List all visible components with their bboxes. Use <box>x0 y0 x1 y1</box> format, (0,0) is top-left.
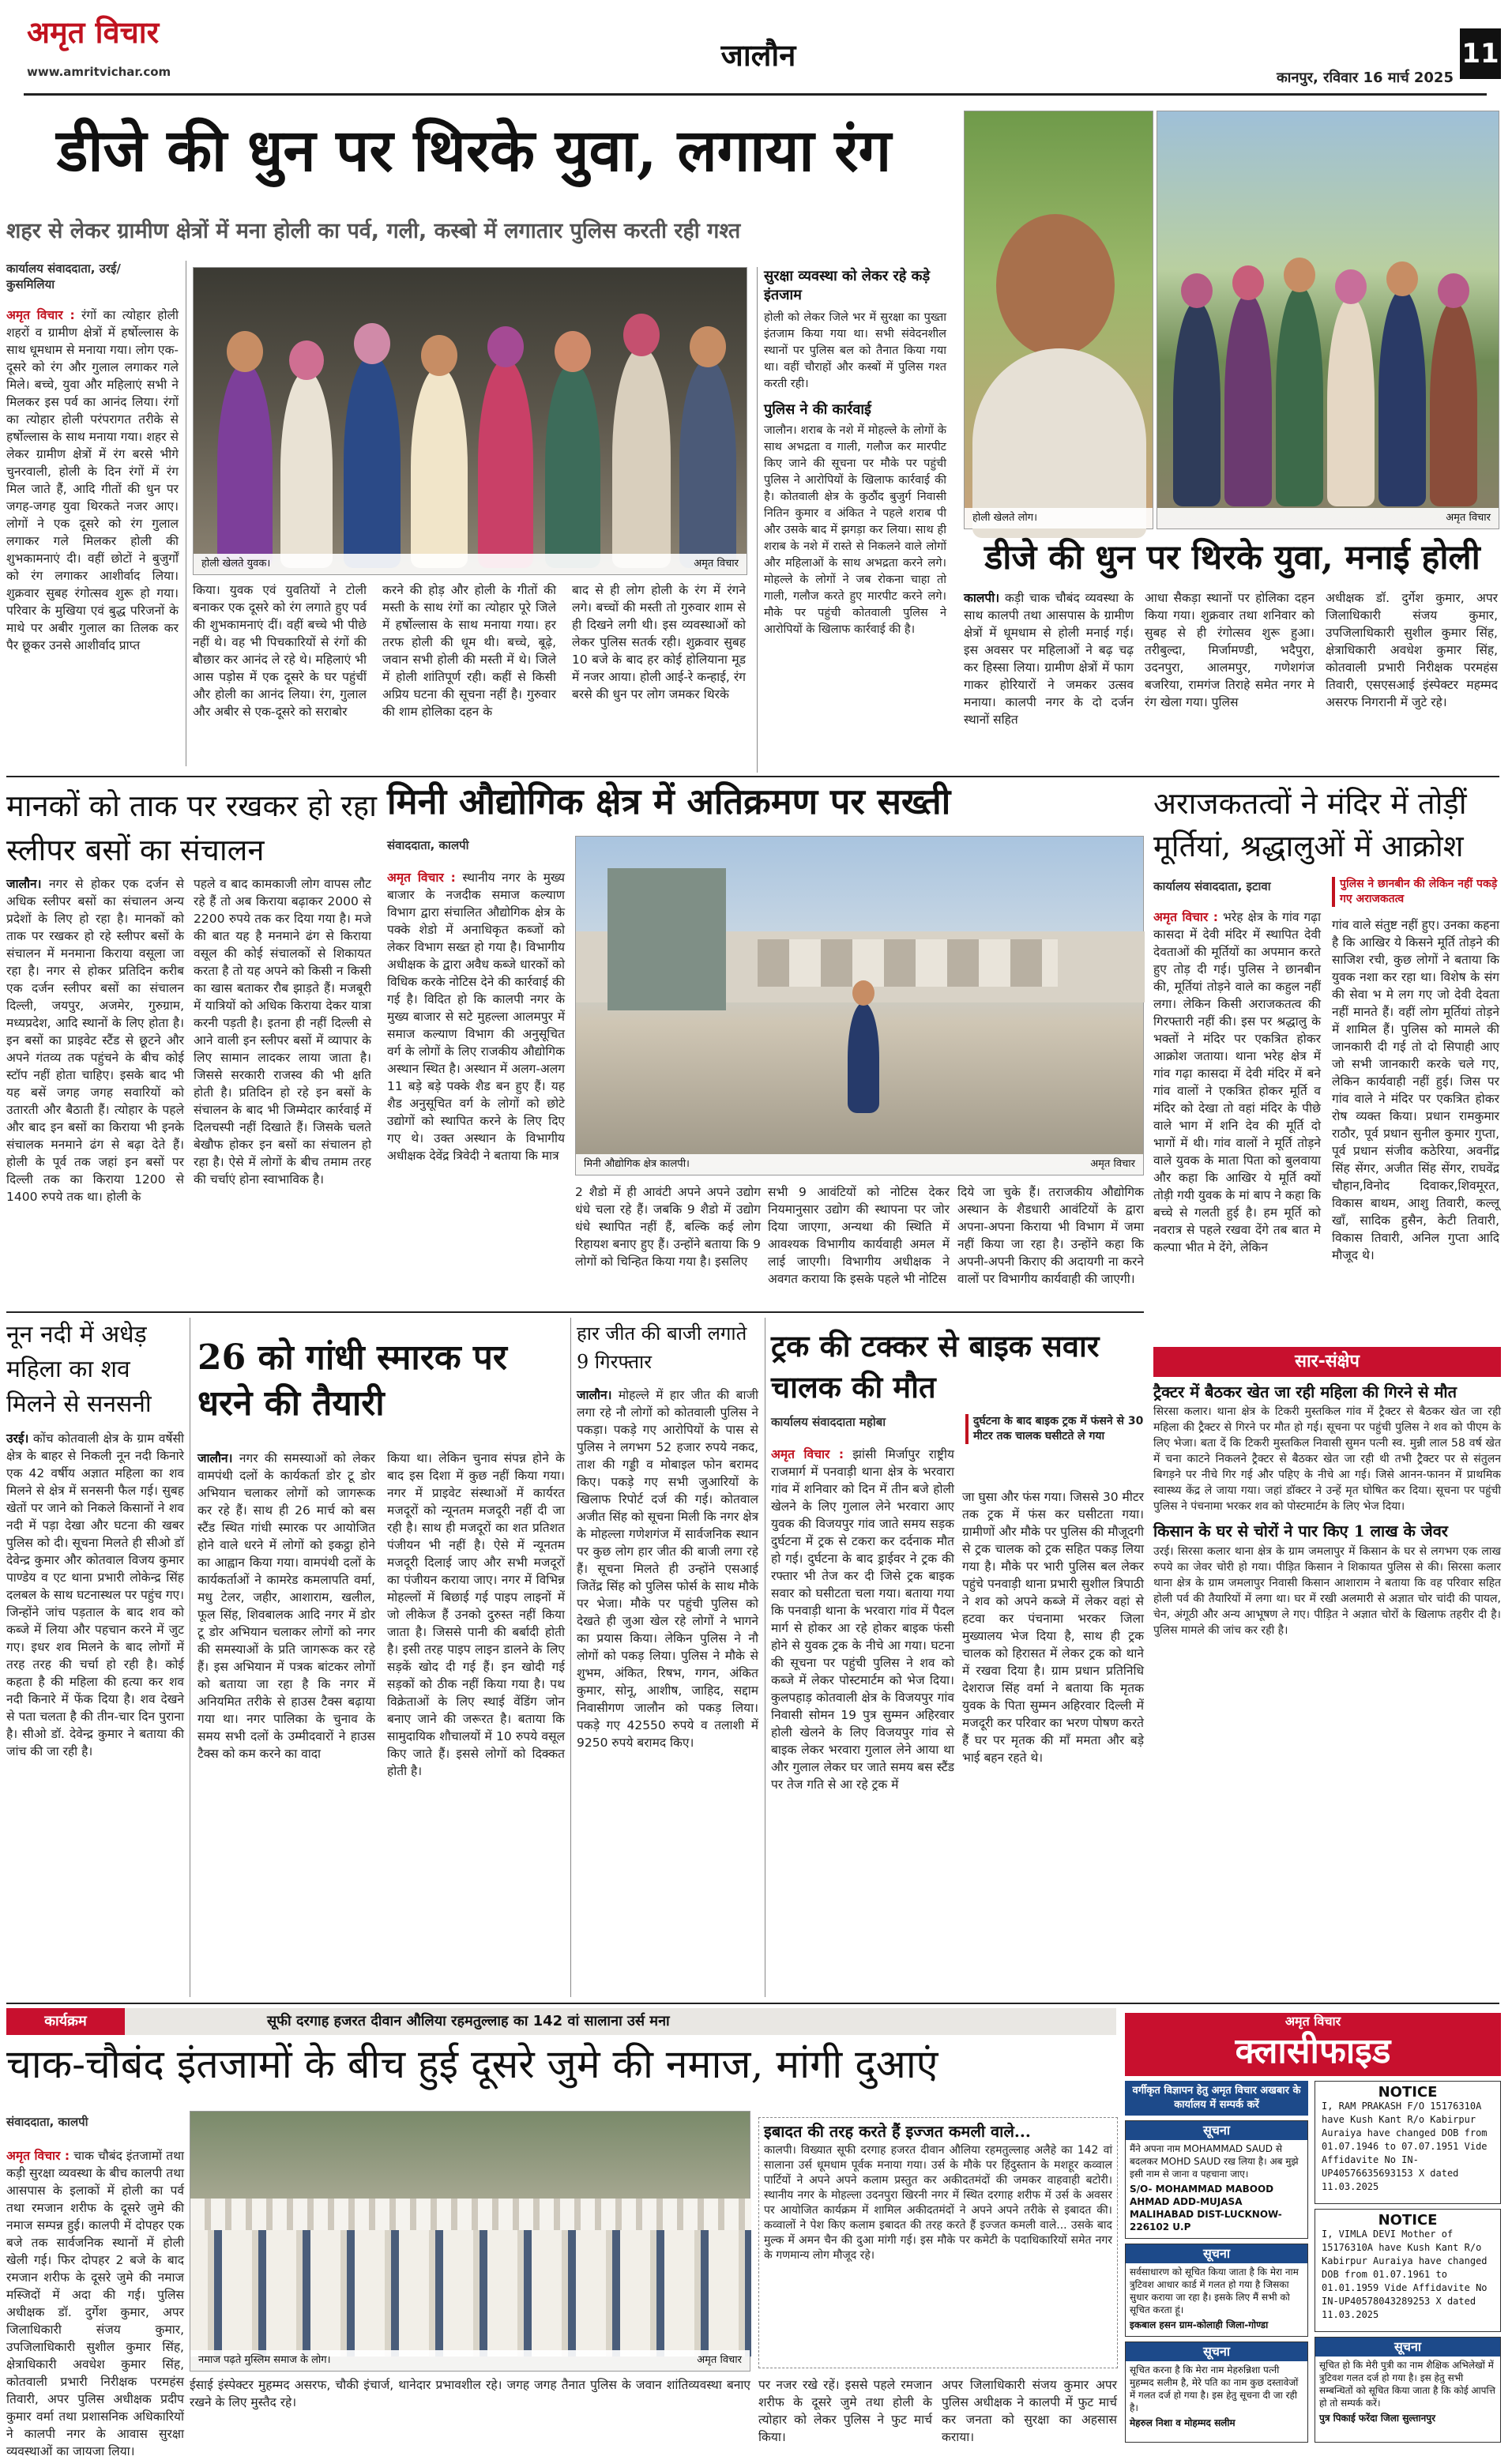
headline-namaz: चाक-चौबंद इंतजामों के बीच हुई दूसरे जुमे की नमाज, मांगी दुआएं <box>6 2041 938 2087</box>
story9-col1-text: झांसी मिर्जापुर राष्ट्रीय राजमार्ग में पनवाड़ी थाना क्षेत्र के भरवारा गांव में शनिवार को दिन में तीन बजे होली खेलने के लिए गुलाल लेने भरवारा आए युवक की विजयपुर गांव जाते समय सड़क दुर्घटना में ट्रक से टकरा कर दर्दनाक मौत हो गई। दुर्घटना के बाद ड्राईवर ने ट्रक की रफ्तार भी तेज कर दी जिसे ट्रक बाइक सवार को घसीटता चला गया। बताया गया कि पनवाड़ी थाना के भरवारा गांव में पैदल मार्ग से होकर आ रहे होकर बाइक फंसी होने से युवक ट्रक के नीचे आ गया। घटना की सूचना पर पहुंची पुलिस ने शव को कब्जे में लेकर पोस्टमार्टम को भेज दिया। कुलपहाड़ कोतवाली क्षेत्र के विजयपुर गांव निवासी सोमन 19 पुत्र सुम्मन अहिरवार होली खेलने के लिए विजयपुर गांव से बाइक लेकर भरवारा गुलाल लेने आया था और गुलाल लेकर घर जाते समय बस स्टैंड पर तेज गति से आ रहे ट्रक में <box>771 1447 958 1792</box>
story4-col4: दिये जा चुके हैं। तराजकीय औद्योगिक अस्थान के शैडधारी आवंटियों के द्वारा अपना-अपना किराया भी विभाग में जमा नहीं किया जा रहा है। उन्होंने कहा कि अपनी-अपनी किराए की अदायगी ना करने वालों पर विभागीय कार्यवाही की जाएगी। <box>957 1185 1148 1286</box>
classified-notice-4-title: सूचना <box>1315 2338 1500 2357</box>
brand-logo <box>27 14 201 54</box>
event-text: सूफी दरगाह हजरत दीवान औलिया रहमतुल्लाह का 142 वां सालाना उर्स मना <box>267 2013 670 2029</box>
photo-credit: अमृत विचार <box>694 558 739 570</box>
story1-col1 <box>6 307 182 769</box>
section-rule-2 <box>6 1311 1144 1313</box>
group-photo-caption-bar <box>1157 508 1499 528</box>
classifieds-left-col <box>1125 2081 1308 2443</box>
headline-gambling: हार जीत की बाजी लगाते 9 गिरफ्तार <box>577 1322 747 1373</box>
brief-heading-2: किसान के घर से चोरों ने पार किए 1 लाख के जेवर <box>1153 1522 1448 1541</box>
masthead <box>0 0 1512 95</box>
headline-sleeper-bus: मानकों को ताक पर रखकर हो रहा स्लीपर बसों का संचालन <box>6 788 377 867</box>
classified-notice-3-name: मेहरुल निशा व मोहम्मद सलीम <box>1130 2417 1236 2428</box>
classified-notice-2-title: सूचना <box>1126 2244 1307 2263</box>
story4-col3: सभी 9 आवंटियों को नोटिस देकर नियमानुसार उद्योग की स्थापना पर जोर दिया जाएगा, अन्यथा की स्थिति में आवश्यक विभागीय कार्यवाही अमल में लाई जाएगी। विभागीय अधीक्षक ने अवगत कराया कि इसके पहले भी नोटिस <box>768 1185 953 1286</box>
classifieds-right-col <box>1315 2081 1501 2443</box>
story1-lead: अमृत विचार : <box>6 308 75 322</box>
headline-encroachment: मिनी औद्योगिक क्षेत्र में अतिक्रमण पर सख्ती <box>387 781 951 822</box>
english-notice-2-text: I, VIMLA DEVI Mother of 15176310A have Kush Kant R/o Kabirpur Auraiya have changed DOB from 01.07.1961 to 01.01.1959 Vide Affidavite No IN-UP40578043289253 X dated 11.03.2025 <box>1322 2229 1488 2320</box>
section-rule-1 <box>6 776 1499 777</box>
story3-lead: जालौन। <box>6 877 42 891</box>
industrial-caption: मिनी औद्योगिक क्षेत्र कालपी। <box>584 1158 690 1170</box>
story7-col1 <box>197 1450 379 1995</box>
story3-col1-text: नगर से होकर एक दर्जन से अधिक स्लीपर बसों का संचालन अन्य प्रदेशों के लिए हो रहा है। मानकों को ताक पर रखकर हो रहे स्लीपर बसों के संचालन में मनमाना किराया वसूला जा रहा है। नगर से होकर प्रतिदिन करीब एक दर्जन स्लीपर बसों का संचालन दिल्ली, जयपुर, अजमेर, गुरुग्राम, मध्यप्रदेश, आदि स्थानों के लिए होता है। इन बसों का प्राइवेट स्टैंड से छूटने और अपने गंतव्य तक पहुंचने के बीच कोई स्टॉप नहीं होता चाहिए। इसके बाद भी यह बसें जगह जगह सवारियों को उतारती और बैठाती हैं। त्योहार के पहले और बाद इन बसों का किराया भी इनके संचालक मनमाने ढंग से बढ़ा देते हैं। होली के पूर्व तक जहां इन बसों पर दिल्ली तक का किराया 1200 से 1400 रुपये तक था। होली के <box>6 877 188 1204</box>
byline-story10: संवाददाता, कालपी <box>6 2115 88 2129</box>
brief-heading-1: ट्रैक्टर में बैठकर खेत जा रही महिला की गिरने से मौत <box>1153 1382 1457 1401</box>
sidebar-text-police: जालौन। शराब के नशे में मोहल्ले के लोगों के साथ अभद्रता व गाली, गलौज कर मारपीट किए जाने की सूचना पर मौके पर पहुंची पुलिस ने आरोपियों के खिलाफ कार्रवाई की है। कोतवाली क्षेत्र के कुठौंद बुजुर्ग निवासी नितिन कुमार व अंकित ने पहले शराब पी और उसके बाद में झगड़ा कर लिया। साथ ही शराब के नशे में रास्ते से निकलने वाले लोगों और महिलाओं के साथ अभद्रता करने लगे। मोहल्ले के लोगों ने जब रोकना चाहा तो गाली, गलौज करते हुए मारपीट करने लगे। मौके पर पहुंची कोतवाली पुलिस ने आरोपियों के खिलाफ कार्रवाई की है। <box>764 424 950 636</box>
urs-box-title: इबादत की तरह करते हैं इज्जत कमली वाले... <box>764 2122 1031 2141</box>
namaz-caption-bar <box>190 2350 750 2371</box>
headline-holi-dj: डीजे की धुन पर थिरके युवा, लगाया रंग <box>56 117 892 185</box>
brief-title: सार-संक्षेप <box>1295 1352 1360 1371</box>
group-celebration-photo <box>1157 111 1499 529</box>
story4-col1 <box>387 869 569 1303</box>
byline-story4: संवाददाता, कालपी <box>387 838 469 852</box>
classifieds-header <box>1125 2013 1501 2076</box>
classified-notice-3-text: सूचित करना है कि मेरा नाम मेहरुन्निशा पत्नी मुहम्मद सलीम है, मेरे पति का नाम कुछ दस्तावेजों में गलत दर्ज हो गया है। इस हेतु सूचना दी जा रही है। <box>1130 2364 1299 2413</box>
english-notice-1 <box>1315 2081 1501 2204</box>
holi-youth-photo <box>193 267 747 575</box>
security-sidebar <box>757 267 950 773</box>
classified-notice-3 <box>1125 2342 1308 2443</box>
brief-title-bar <box>1153 1347 1501 1377</box>
story1-col1-text: रंगों का त्योहार होली शहरों व ग्रामीण क्षेत्रों में हर्षोल्लास के साथ धूमधाम से मनाया गया। लोग एक-दूसरे को रंग और गुलाल लगाकर गले मिले। बच्चे, युवा और महिलाएं सभी ने मिलकर इस पर्व का आनंद लिया। रंगों का त्योहार होली परंपरागत तरीके से हर्षोल्लास के साथ मनाया गया। शहर से लेकर ग्रामीण क्षेत्रों में रंग बरसे भीगे चुनरवाली, होली के दिन रंगों में रंग मिल जाते हैं, आदि गीतों की धुन पर जगह-जगह युवा थिरकते नजर आए। लोगों ने एक दूसरे को रंग गुलाल लगाकर गले मिलकर होली की शुभकामनाएं दी। वहीं छोटों ने बुजुर्गों को रंग लगाकर आशीर्वाद लिया। शुक्रवार सुबह रंगोत्सव शुरू हो गया। परिवार के मुखिया एवं बुद्ध परिजनों के माथे पर अबीर गुलाल का तिलक कर पैर छूकर उनसे आशीर्वाद प्राप्त <box>6 308 182 653</box>
classified-notice-2-name: इकबाल हसन ग्राम-कोलाही जिला-गोण्डा <box>1130 2319 1269 2330</box>
industrial-caption-bar <box>576 1154 1143 1175</box>
classified-notice-1-title: सूचना <box>1126 2121 1307 2140</box>
story10-intro-text: चाक चौबंद इंतजामों तथा कड़ी सुरक्षा व्यवस्था के बीच कालपी तथा आसपास के इलाकों में होली का पर्व तथा रमजान शरीफ के दूसरे जुमे की नमाज सम्पन्न हुई। कालपी में दोपहर एक बजे तक सार्वजनिक स्थानों में होली खेली गई। फिर दोपहर 2 बजे के बाद रमजान शरीफ के दूसरे जुमे की नमाज मस्जिदों में अदा की गई। पुलिस अधीक्षक डॉ. दुर्गेश कुमार, अपर जिलाधिकारी संजय कुमार, उपजिलाधिकारी सुशील कुमार सिंह, क्षेत्राधिकारी अवधेश कुमार सिंह, कोतवाली प्रभारी निरीक्षक परमहंस तिवारी, अपर पुलिस अधीक्षक प्रदीप कुमार वर्मा तथा प्रशासनिक अधिकारियों ने कालपी नगर के आवास सुरक्षा व्यवस्थाओं का जायजा लिया। <box>6 2149 188 2458</box>
masthead-rule <box>24 93 1487 96</box>
event-label: कार्यक्रम <box>6 2008 125 2035</box>
story6-lead: उरई। <box>6 1431 29 1446</box>
classified-notice-4-text: सूचित हो कि मेरी पुत्री का नाम शैक्षिक अभिलेखों में त्रुटिवश गलत दर्ज हो गया है। इस हेतु सभी सम्बन्धितों को सूचित किया जाता है कि कोई आपत्ति हो तो सम्पर्क करें। <box>1319 2360 1495 2409</box>
story9-col1 <box>771 1446 958 1999</box>
story2-lead: कालपी। <box>964 591 1000 605</box>
temple-tag: पुलिस ने छानबीन की लेकिन नहीं पकड़े गए अराजकतत्व <box>1332 877 1499 907</box>
classifieds-promo: वर्गीकृत विज्ञापन हेतु अमृत विचार अखबार के कार्यालय में सम्पर्क करें <box>1125 2081 1308 2116</box>
headline-kalpi-holi: डीजे की धुन पर थिरके युवा, मनाई होली <box>984 538 1480 577</box>
classified-notice-1-name: S/O- MOHAMMAD MABOOD AHMAD ADD-MUJASA MALIHABAD DIST-LUCKNOW-226102 U.P <box>1130 2184 1282 2232</box>
brief-text-1: सिरसा कलार। थाना क्षेत्र के टिकरी मुस्तकिल गांव में ट्रैक्टर से बैठकर खेत जा रही महिला की ट्रैक्टर से गिरने पर मौत हो गई। सूचना पर पहुंची पुलिस ने शव को पीएम के लिए भेजा। बता दें कि टिकरी मुस्तकिल निवासी सुमन पत्नी स्व. मुन्नी लाल 58 वर्ष खेत में चना काटने निकलने ट्रैक्टर से बैठकर खेत जा रही थी तभी ट्रैक्टर पर से संतुलन बिगड़ने पर नीचे गिर गई और पहिए के नीचे आ गई। जिसे आनन-फानन में प्राथमिक स्वास्थ्य केंद्र ले जाया गया। जहां डॉक्टर ने उन्हें मृत घोषित कर दिया। सूचना पर पहुंची पुलिस ने पंचनामा भरकर शव को पोस्टमार्टम के लिए भेज दिया। <box>1153 1405 1505 1514</box>
story8-text: मोहल्ले में हार जीत की बाजी लगा रहे नौ लोगों को कोतवाली पुलिस ने पकड़ा। पकड़े गए आरोपियों के पास से पुलिस ने लगभग 52 हजार रुपये नकद, ताश की गड्डी व मोबाइल फोन बरामद किए। पकड़े गए सभी जुआरियों के खिलाफ रिपोर्ट दर्ज की गई। कोतवाल अजीत सिंह को सूचना मिली कि नगर क्षेत्र के मोहल्ला गणेशगंज में सार्वजनिक स्थान पर कुछ लोग हार जीत की बाजी लगा रहे हैं। सूचना मिलते ही उन्होंने एसआई जितेंद्र सिंह को पुलिस फोर्स के साथ मौके पर भेजा। मौके पर पहुंची पुलिस को देखते ही जुआ खेल रहे लोगों ने भागने का प्रयास किया। लेकिन पुलिस ने नौ लोगों को पकड़ लिया। पुलिस ने मौके से शुभम, अंकित, रिषभ, गगन, अंकित कुमार, सोनू, आशीष, जाहिद, सद्दाम निवासीगण जालौन को पकड़ लिया। पकड़े गए 42550 रुपये व तलाशी में 9250 रुपये बरामद किए। <box>577 1388 762 1750</box>
story2-col1 <box>964 589 1138 765</box>
section-rule-3 <box>6 2003 1499 2004</box>
story10-col4: पर नजर रखे रहें। इससे पहले रमजान शरीफ के दूसरे जुमे तथा होली के त्योहार को लेकर पुलिस ने फुट मार्च किया। <box>758 2378 936 2444</box>
classified-notice-2 <box>1125 2244 1308 2337</box>
story6-text: कोंच कोतवाली क्षेत्र के ग्राम वर्षेसी क्षेत्र के बाहर से निकली नून नदी किनारे एक 42 वर्षीय अज्ञात महिला का शव मिलने से क्षेत्र में सनसनी फैल गई। सुबह खेतों पर जाने को निकले किसानों ने शव नदी में पड़ा देखा और घटना की खबर पुलिस को दी। सूचना मिलते ही सीओ डॉ देवेन्द्र कुमार और कोतवाल विजय कुमार पाण्डेय व एट थाना प्रभारी लोकेन्द्र सिंह दलबल के साथ घटनास्थल पर पहुंच गए। जिन्होंने जांच पड़ताल के बाद शव को कब्जे में लिया और पहचान करने में जुट गए। इधर शव मिलने के बाद लोगों में तरह तरह की चर्चा हो रही है। कोई कहता है की महिला की हत्या कर शव नदी किनारे में फेंक दिया है। शव देखने से पता चलता है की तीन-चार दिन पुराना है। सीओ डॉ. देवेन्द्र कुमार ने बताया की जांच की जा रही है। <box>6 1431 188 1758</box>
industrial-area-photo <box>575 836 1144 1175</box>
story10-col2: ईसाई इंस्पेक्टर मुहम्मद असरफ, चौकी इंचार्ज, थानेदार प्रभावशील रहे। जगह जगह तैनात पुलिस के जवान शांतिव्यवस्था बनाए रखने के लिए मुस्तैद रहे। <box>190 2378 754 2409</box>
namaz-caption: नमाज पढ़ते मुस्लिम समाज के लोग। <box>198 2354 331 2366</box>
namaz-photo <box>190 2111 750 2372</box>
story8-lead: जालौन। <box>577 1388 612 1402</box>
event-band <box>6 2008 1116 2035</box>
headline-gandhi-dharna: 26 को गांधी स्मारक पर धरने की तैयारी <box>197 1337 507 1424</box>
headline-truck-accident: ट्रक की टक्कर से बाइक सवार चालक की मौत <box>771 1328 1100 1405</box>
story9-lead: अमृत विचार : <box>771 1447 844 1461</box>
page-number: 11 <box>1460 28 1501 79</box>
classified-notice-4-name: पुत्र पिकाई फरेंदा जिला सुल्तानपुर <box>1319 2413 1435 2424</box>
story10-intro <box>6 2147 188 2458</box>
truck-tag: दुर्घटना के बाद बाइक ट्रक में फंसने से 30 मीटर तक चालक घसीटते ले गया <box>965 1414 1144 1444</box>
section-title: जालौन <box>720 37 796 73</box>
brief-text-2: उरई। सिरसा कलार थाना क्षेत्र के ग्राम जमलापुर में किसान के घर से लगभग एक लाख रुपये का जेवर चोरी हो गया। पीड़ित किसान ने शिकायत पुलिस से की। सिरसा कलार थाना क्षेत्र के ग्राम जमलापुर निवासी किसान आशाराम ने बताया कि वह परिवार सहित होली पर्व की तैयारियों में लगा था। घर में रखी अलमारी से अज्ञात चोर चांदी की पायल, चेन, अंगूठी और अन्य आभूषण ले गए। पीड़ित ने अज्ञात चोरों के खिलाफ तहरीर दी है। पुलिस मामले की जांच कर रही है। <box>1153 1544 1505 1637</box>
selfie-caption: होली खेलते लोग। <box>972 512 1038 524</box>
classifieds-brand: अमृत विचार <box>1284 2014 1341 2029</box>
sidebar-heading-police: पुलिस ने की कार्रवाई <box>764 401 871 418</box>
story5-col2: गांव वाले संतुष्ट नहीं हुए। उनका कहना है कि आखिर ये किसने मूर्ति तोड़ने की साजिश रची, कुछ लोगों ने बताया कि युवक नशा कर रहा था। विशेष के संग की सेवा भ मे लग गए जो देवी देवता नहीं मानते हैं। वहीं लोग मूर्तियां तोड़ने में शामिल हैं। पुलिस को मामले की जानकारी दी गई तो दो सिपाही आए जो सभी जानकारी करके चले गए, लेकिन कार्यवाही नहीं हुई। जिस पर गांव वाले ने मंदिर पर एकत्रित होकर रोष व्यक्त किया। प्रधान रामकुमार राठौर, पूर्व प्रधान सुनील कुमार गुप्ता, पूर्व प्रधान संजीव कठेरिया, अवनींद्र सिंह सेंगर, अजीत सिंह सेंगर, राघवेंद्र चौहान,विनोद दिवाकर,शिवमूरत, विकास बाथम, आशु तिवारी, कल्लू खाँ, सादिक हुसैन, केटी तिवारी, विकास तिवारी, अनिल गुप्ता आदि मौजूद थे। <box>1332 918 1503 1262</box>
headline-river-body: नून नदी में अधेड़ महिला का शव मिलने से सनसनी <box>6 1321 152 1418</box>
headline-temple: अराजकतत्वों ने मंदिर में तोड़ीं मूर्तियां, श्रद्धालुओं में आक्रोश <box>1153 786 1467 863</box>
col-divider <box>570 1318 571 1997</box>
edition-date: कानपुर, रविवार 16 मार्च 2025 <box>1276 70 1454 86</box>
story1-col3: करने की होड़ और होली के गीतों की मस्ती के साथ रंगों का त्योहार पूरे जिले में हर्षोल्लास के साथ मनाया गया। हर तरफ होली की धूम थी। बच्चे, बूढ़े, जवान सभी होली की मस्ती में थे। जिले में होली शांतिपूर्ण रही। कहीं से किसी अप्रिय घटना की सूचना नहीं है। गुरुवार की शाम होलिका दहन के <box>382 583 560 719</box>
story3-col1 <box>6 875 188 1302</box>
english-notice-1-text: I, RAM PRAKASH F/O 15176310A have Kush Kant R/o Kabirpur Auraiya have changed DOB from 01.07.1946 to 07.07.1951 Vide Affidavite No IN-UP40576635693153 X dated 11.03.2025 <box>1322 2101 1488 2192</box>
classified-notice-2-text: सर्वसाधारण को सूचित किया जाता है कि मेरा नाम त्रुटिवश आधार कार्ड में गलत हो गया है जिसका सुधार कराया जा रहा है। इसके लिए मैं सभी को सूचित करता हूं। <box>1130 2266 1299 2315</box>
story2-col3: अधीक्षक डॉ. दुर्गेश कुमार, अपर जिलाधिकारी संजय कुमार, उपजिलाधिकारी सुशील कुमार सिंह, क्षेत्राधिकारी अवधेश कुमार सिंह, कोतवाली प्रभारी निरीक्षक परमहंस तिवारी, एसएसआई इंस्पेक्टर महम्मद असरफ निगरानी में जुटे रहे। <box>1326 591 1502 709</box>
classified-notice-3-title: सूचना <box>1126 2342 1307 2361</box>
urs-box-text: कालपी। विख्यात सूफी दरगाह हजरत दीवान औलिया रहमतुल्लाह अलैहे का 142 वां सालाना उर्स धूमधाम पूर्वक मनाया गया। उर्स के मौके पर हिंदुस्तान के मशहूर कव्वाल पार्टियों ने अपने अपने कलाम प्रस्तुत कर अकीदतमंदों की जमकर वाहवाही बटोरी। स्थानीय नगर के मोहल्ला उदनपुरा खिरनी नगर में स्थित दरगाह शरीफ में उर्स के अवसर पर आयोजित कार्यक्रम में शामिल अकीदतमंदों ने अपने अपने तरीके से इबादत की। कव्वालों ने पेश किए कलाम इबादत की तरह करते हैं इज्जत कमली वाले... उसके बाद मुल्क में अमन चैन की दुआ मांगी गई। इस मौके पर कमेटी के पदाधिकारियों समेत नगर के गणमान्य लोग मौजूद रहे। <box>764 2144 1116 2263</box>
story7-col2: किया था। लेकिन चुनाव संपन्न होने के बाद इस दिशा में कुछ नहीं किया गया। नगर में प्राइवेट संस्थाओं में कार्यरत मजदूरों को न्यूनतम मजदूरी नहीं दी जा रही है। साथ ही मजदूरों का शत प्रतिशत पंजीयन भी नहीं है। ऐसे में न्यूनतम मजदूरी दिलाई जाए और सभी मजदूरों का पंजीयन कराया जाए। नगर में विभिन्न मोहल्लों में बिछाई गई पाइप लाइनों में जो लीकेज हैं उनको दुरुस्त नहीं किया जाता है। जिससे पानी की बर्बादी होती है। इसी तरह पाइप लाइन डालने के लिए सड़कें खोद दी गई हैं। इन खोदी गई सड़कों को ठीक नहीं किया गया है। पथ विक्रेताओं के लिए स्थाई वेंडिंग जोन बनाए जाने की जरूरत है। बताया कि सामुदायिक शौचालयों में 10 रुपये वसूल किए जाते हैं। इससे लोगों को दिक्कत होती है। <box>387 1451 569 1778</box>
classifieds-section <box>1125 2013 1501 2443</box>
byline-story1: कार्यालय संवाददाता, उरई/कुसमिलिया <box>6 261 121 292</box>
story9-col2: जा घुसा और फंस गया। जिससे 30 मीटर तक ट्रक में फंस कर घसीटता गया। ग्रामीणों और मौके पर पुलिस की मौजूदगी से ट्रक चालक को ट्रक सहित पकड़ लिया गया है। मौके पर भारी पुलिस बल लेकर पहुंचे पनवाड़ी थाना प्रभारी सुशील त्रिपाठी ने शव को अपने कब्जे में लेकर वहां से हटवा कर पंचनामा भरकर जिला मुख्यालय भेज दिया है, साथ ही ट्रक चालक को हिरासत में लेकर ट्रक को थाने में रखवा दिया है। ग्राम प्रधान प्रतिनिधि देशराज सिंह वर्मा ने बताया कि मृतक युवक के पिता सुम्मन अहिरवार दिल्ली में मजदूरी कर परिवार का भरण पोषण करते हैं घर पर मृतक की माँ ममता और बड़े भाई बहन रहते थे। <box>962 1490 1148 1765</box>
story1-col4: बाद से ही लोग होली के रंग में रंगने लगे। बच्चों की मस्ती तो गुरुवार शाम से ही दिखने लगी थी। इस व्यवस्थाओं को लेकर पुलिस सतर्क रही। शुक्रवार सुबह 10 बजे के बाद हर कोई होलियाना मूड में नजर आया। होली आई-रे कन्हाई, रंग बरसे की धुन पर लोग जमकर थिरके <box>572 583 750 702</box>
classified-notice-4 <box>1315 2337 1501 2443</box>
brief-section <box>1153 1347 1505 1999</box>
story2-col1-text: कड़ी चाक चौबंद व्यवस्था के साथ कालपी तथा आसपास के ग्रामीण क्षेत्रों में धूमधाम से होली मनाई गई। इस अवसर पर महिलाओं ने बढ़ चढ़ कर हिस्सा लिया। ग्रामीण क्षेत्रों में फाग गाकर होरियारों ने जमकर उत्सव मनाया। कालपी नगर के दो दर्जन स्थानों सहित <box>964 591 1138 727</box>
industrial-credit: अमृत विचार <box>1090 1158 1135 1170</box>
group-photo-credit: अमृत विचार <box>1446 512 1491 524</box>
story6-body <box>6 1430 188 1991</box>
photo-caption-bar <box>194 554 747 574</box>
brand-name: अमृत विचार <box>27 14 160 50</box>
story4-col2: 2 शैडो में ही आवंटी अपने अपने उद्योग धंधे चला रहे हैं। जबकि 9 शैडो में उद्योग धंधे स्थापित नहीं हैं, बल्कि कई लोग रिहायश बनाए हुए हैं। उन्होंने बताया कि 9 लोगों को चिन्हित किया गया है। इसलिए <box>575 1185 765 1269</box>
subheadline-holi: शहर से लेकर ग्रामीण क्षेत्रों में मना होली का पर्व, गली, कस्बो में लगातार पुलिस करती रही गश्त <box>6 219 741 243</box>
story7-col1-text: नगर की समस्याओं को लेकर वामपंथी दलों के कार्यकर्ता डोर टू डोर अभियान चलाकर लोगों को जागरूक कर रहे हैं। साथ ही 26 मार्च को बस स्टैंड स्थित गांधी स्मारक पर आयोजित होने वाले धरने में लोगों को इकट्ठा होने का आह्वान किया गया। वामपंथी दलों के कार्यकर्ताओं ने कामरेड कमलापति वर्मा, मधु टेलर, जहीर, आशाराम, खलील, फूल सिंह, शिवबालक आदि नगर में डोर टू डोर अभियान चलाकर लोगों को नगर की समस्याओं के प्रति जागरूक कर रहे हैं। इस अभियान में पत्रक बांटकर लोगों को बताया जा रहा है कि नगर में अनियमित तरीके से हाउस टैक्स बढ़ाया गया था। नगर पालिका के चुनाव के समय सभी दलों के उम्मीदवारों ने हाउस टैक्स को कम करने का वादा <box>197 1451 379 1761</box>
story4-col1-text: स्थानीय नगर के मुख्य बाजार के नजदीक समाज कल्याण विभाग द्वारा संचालित औद्योगिक क्षेत्र के पक्के शेडो में अनाधिकृत कब्जों को लेकर विभाग सख्त हो गया है। विभागीय अधीक्षक के द्वारा अवैध कब्जे धारकों को विधिक करके नोटिस देने की कार्रवाई की गई है। विदित हो कि कालपी नगर के मुख्य बाजार से सटे मुहल्ला आलमपुर में समाज कल्याण विभाग की अनुसूचित वर्ग के लोगों के लिए राजकीय औद्योगिक अस्थान स्थित है। अस्थान में अलग-अलग 11 बड़े बड़े पक्के शैड बन हुए हैं। यह शैड अनुसूचित वर्ग के लोगों को छोटे उद्योगों को स्थापित करने के लिए दिए गए थे। उक्त अस्थान के विभागीय अधीक्षक देवेंद्र त्रिवेदी ने बताया कि मात्र <box>387 871 569 1163</box>
sidebar-heading-security: सुरक्षा व्यवस्था को लेकर रहे कड़े इंतजाम <box>764 268 931 303</box>
story5-col1 <box>1153 908 1325 1335</box>
english-notice-2-title: NOTICE <box>1378 2212 1438 2229</box>
website[interactable]: www.amritvichar.com <box>27 65 171 79</box>
sidebar-text-security: होली को लेकर जिले भर में सुरक्षा का पुख्ता इंतजाम किया गया था। सभी संवेदनशील स्थानों पर पुलिस बल को तैनात किया गया था। वहीं चौराहों और कस्बों में पुलिस गश्त करती रही। <box>764 311 950 390</box>
selfie-caption-bar <box>965 508 1153 528</box>
classified-notice-1-text: मैंने अपना नाम MOHAMMAD SAUD से बदलकर MOHD SAUD रख लिया है। अब मुझे इसी नाम से जाना व पहचाना जाए। <box>1130 2143 1299 2180</box>
byline-story9: कार्यालय संवाददाता महोबा <box>771 1415 886 1429</box>
english-notice-1-title: NOTICE <box>1378 2084 1438 2101</box>
story1-col2: किया। युवक एवं युवतियों ने टोली बनाकर एक दूसरे को रंग लगाते हुए पर्व की शुभकामनाएं दीं। वहीं बच्चे भी पीछे नहीं थे। वह भी पिचकारियों से रंगों की बौछार कर आनंद ले रहे थे। महिलाएं भी आस पड़ोस में एक दूसरे के घर पहुंचीं और होली का आनंद लिया। रंग, गुलाल और अबीर से एक-दूसरे को सराबोर <box>193 583 370 719</box>
story8-body <box>577 1386 762 1995</box>
story10-lead: अमृत विचार : <box>6 2149 70 2163</box>
story4-lead: अमृत विचार : <box>387 871 456 885</box>
story5-col1-text: भरेह क्षेत्र के गांव गढ़ा कासदा में देवी मंदिर में स्थापित देवी देवताओं की मूर्तियों का अपमान करते हुए तोड़ दी गई। पुलिस ने छानबीन की, मूर्तियां तोड़ने वाले का कहुल नहीं लगा। लेकिन किसी अराजकतत्व की गिरफ्तारी नहीं की। इस पर श्रद्धालु के भक्तों ने मंदिर पर एकत्रित होकर आक्रोश जताया। थाना भरेह क्षेत्र में गांव गढ़ा कासदा में देवी मंदिर में बने गांव वालों ने एकत्रित होकर मूर्ति व मंदिर को देखा तो वहां मंदिर के पीछे वाले भाग में शनि देव की मूर्ति दो भागों में थी। गांव वालों ने मूर्ति तोड़ने वाले युवक के माता पिता को बुलवाया और कहा कि आखिर ये मूर्ति क्यों तोड़ी गयी युवक के मां बाप ने कहा कि बच्चे से गलती हुई है। हम मूर्ति को नवरात्र से पहले रखवा देंगे तब बात मे कल्पाा भीत मे देंगे, लेकिन <box>1153 910 1325 1254</box>
classified-notice-1 <box>1125 2120 1308 2239</box>
story5-lead: अमृत विचार : <box>1153 910 1218 924</box>
english-notice-2 <box>1315 2209 1501 2332</box>
story10-col5: अपर जिलाधिकारी संजय कुमार अपर पुलिस अधीक्षक ने कालपी में फुट मार्च कर जनता को सुरक्षा का अहसास कराया। <box>942 2378 1121 2444</box>
classifieds-title: क्लासीफाइड <box>1235 2031 1391 2071</box>
story2-col2: आधा सैकड़ा स्थानों पर होलिका दहन किया गया। शुक्रवार तथा शनिवार को सुबह से ही रंगोत्सव शुरू हुआ। तरीबुल्दा, मिर्जामण्डी, भदैपुरा, उदनपुरा, आलमपुर, गणेशगंज बजरिया, रामगंज तिराहे समेत नगर मे रंग खेला गया। पुलिस <box>1145 591 1318 709</box>
story3-col2: पहले व बाद कामकाजी लोग वापस लौट रहे हैं तो अब किराया बढ़ाकर 2000 से 2200 रुपये तक कर दिया गया है। मजे की बात यह है मनमाने ढंग से किराया वसूल की कोई संचालकों से शिकायत करता है तो यह अपने को किसी न किसी का खास बताकर रौब झाड़ते हैं। मजबूरी में यात्रियों को अधिक किराया देकर यात्रा करनी पड़ती है। इतना ही नहीं दिल्ली से आने वाली इन स्लीपर बसों में व्यापार के लिए सामान लादकर लाया जाता है। जिससे सरकारी राजस्व की भी क्षति होती है। प्रतिदिन हो रहे इन बसों के संचालन के बाद भी जिम्मेदार कार्रवाई में दिलचस्पी नहीं दिखाते हैं। जिसके चलते बेखौफ होकर इन बसों का संचालन हो रहा है। ऐसे में लोगों के बीच तमाम तरह की चर्चाएं होना स्वाभाविक है। <box>194 877 375 1187</box>
story7-lead: जालौन। <box>197 1451 233 1465</box>
urs-box <box>758 2117 1118 2368</box>
selfie-photo <box>964 111 1153 529</box>
namaz-credit: अमृत विचार <box>697 2354 742 2366</box>
byline-story5: कार्यालय संवाददाता, इटावा <box>1153 879 1271 893</box>
photo-caption: होली खेलते युवक। <box>201 558 271 570</box>
